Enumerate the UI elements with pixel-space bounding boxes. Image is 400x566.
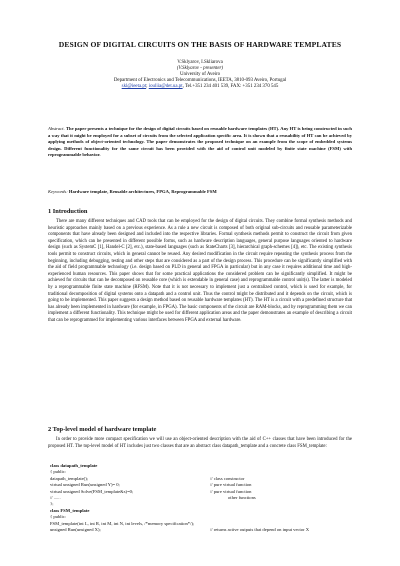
top-level-model-paragraph: In order to provide more compact specification we will use an object-oriented description with the aid of C++ classes that have been introduced for the proposed HT. The top-level model of HT includes just two classes that are an abstract class datapath_template and a concrete class FSM_template: [48,437,352,449]
paper-title: DESIGN OF DIGITAL CIRCUITS ON THE BASIS OF HARDWARE TEMPLATES [58,40,342,49]
abstract [48,126,352,159]
department: Department of Electronics and Telecommunications, IEETA, 3810-093 Aveiro, Portugal [113,78,287,83]
keywords-text: Hardware template, Reusable architectures, FPGA, Reprogrammable FSM [68,189,217,194]
email-link-1[interactable]: skl@ieeta.pt [121,84,147,89]
code-comment: // class constructor [210,475,245,481]
university: University of Aveiro [179,72,221,77]
abstract-label: Abstract. [48,126,65,131]
code-comment: // returns active outputs that depend on input vector X [210,526,310,532]
phone-fax: Tel.+351 234 401 539, FAX: +351 234 370 545 [184,84,279,89]
presenter-note: (V.Sklyarov - presenter) [176,66,224,71]
code-line: }; [50,501,54,507]
code-line: class datapath_template [50,463,98,468]
code-line: virtual unsigned Run(unsigned Y)= 0; // pure virtual function [50,482,252,488]
code-comment: // pure virtual function [210,482,252,488]
code-comment: other functions [228,494,256,500]
code-comment: // pure virtual function [210,488,252,494]
email-link-2[interactable]: iouliia@det.ua.pt [148,84,183,89]
contact-line: skl@ieeta.pt; iouliia@det.ua.pt, Tel.+351 234 401 539, FAX: +351 234 370 545 [121,84,279,89]
introduction-paragraph: There are many different techniques and CAD tools that can be employed for the design of digital circuits. They combine formal synthesis methods and heuristic approaches mainly based on a previous experience. As a rule a new circuit is composed of both original sub-circuits and reusable parameterizable components that have already been designed and included into the respective libraries. Formal synthesis methods permit to construct the circuit from given specification, which can be presented in different possible forms, such as hardware description languages, general purpose languages oriented to hardware design (such as SystemC [1], Handel-C [2], etc.), state-based languages (such as StateCharts [3], hierarchical graph-schemes [4]), etc. The existing synthesis tools permit to construct circuits, which in general cannot be reused. Any desired modification in the circuit require repeating the synthesis process from the beginning, including debugging, testing and other steps that are considered as a part of the design process. This procedure can be significantly simplified with the aid of field programmable technology (i.e. design based on PLD in general and FPGA in particular) but in any case it requires additional time and high-experienced human resources. This paper shows that for some practical applications the considered problem can be significantly simplified. It might be achieved for circuits that can be decomposed on reusable core (which is extendable in general case) and reprogrammable control unit(s). The latter is modeled by a reprogrammable finite state machine (RFSM). Note that it is not necessary to implement just a centralized control, which is used for example, for traditional decomposition of digital systems onto a datapath and a control unit. Thus the control might be distributed and it depends on the circuit, which is going to be implemented. This paper suggests a design method based on reusable hardware templates (HT). The HT is a circuit with a predefined structure that has already been implemented in hardware (for example, in FPGA). The basic components of the circuit are RAM-blocks, and by reprogramming them we can implement a different functionality. This technique might be used for different application areas and the paper demonstrates an example of describing a circuit that can be reprogrammed for implementing various interfaces between FPGA and external hardware. [48,219,352,323]
section-heading-top-level-model: 2 Top-level model of hardware template [48,426,157,433]
code-line: virtual unsigned Solve(FSM_template&s)=0; // pure virtual function [50,488,252,494]
keywords-label: Keywords: [48,189,68,194]
keywords [48,189,352,195]
code-line: { public: [50,514,67,520]
section-heading-introduction: 1 Introduction [48,208,88,215]
code-line: unsigned Run(unsigned X); // returns active outputs that depend on input vector X [50,526,310,532]
abstract-text: The paper presents a technique for the design of digital circuits based on reusable hardware templates (HT). Any HT is being constructed in such a way that it might be employed for a subset of circuits from the selected application specific area. It is shown that a reusability of HT can be achieved by applying methods of object-oriented technology. The paper demonstrates the proposed technique on an example from the scope of embedded systems design. Different functionality for the same circuit has been provided with the aid of control unit modeled by finite state machine (FSM) with reprogrammable behavior. [48,126,352,158]
code-line: // ...... other functions [50,494,256,500]
code-line: class FSM_template [50,507,90,513]
code-line: FSM_template(int L, int R, int M, int N, int levels, /*memory specification*/); [50,520,195,526]
authors: V.Sklyarov, I.Skliarova [177,60,223,65]
code-line: datapath_template(); // class constructor [50,475,245,481]
code-line: { public: [50,469,67,475]
code-listing [50,463,350,533]
